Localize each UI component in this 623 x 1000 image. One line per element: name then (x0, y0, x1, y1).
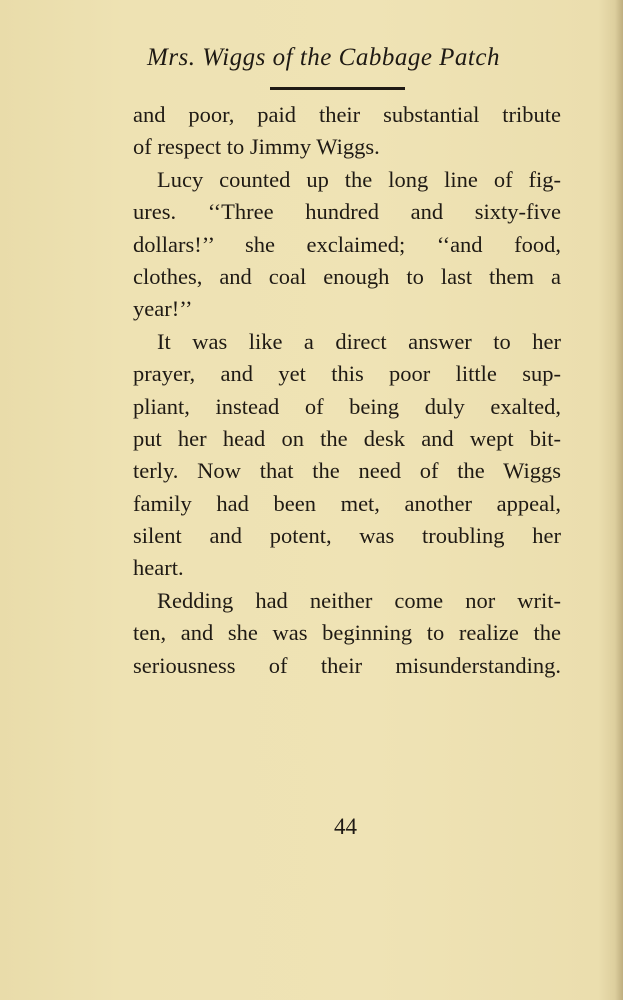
paragraph (133, 99, 561, 164)
text-line: ures. ‘‘Three hundred and sixty-five (133, 199, 561, 225)
body-text (133, 99, 561, 682)
paragraph (133, 164, 561, 326)
page-number: 44 (334, 814, 357, 839)
paragraph (133, 585, 561, 682)
text-line: put her head on the desk and wept bit- (133, 425, 561, 451)
paragraph (133, 326, 561, 585)
text-line: of respect to Jimmy Wiggs. (133, 134, 380, 160)
page-edge-shadow (615, 0, 623, 1000)
running-head: Mrs. Wiggs of the Cabbage Patch (147, 44, 500, 71)
text-line: dollars!’’ she exclaimed; ‘‘and food, (133, 231, 561, 257)
text-line: pliant, instead of being duly exalted, (133, 393, 561, 419)
text-line: heart. (133, 555, 184, 581)
text-line: Lucy counted up the long line of fig- (157, 166, 561, 192)
text-line: ten, and she was beginning to realize the (133, 620, 561, 646)
text-line: terly. Now that the need of the Wiggs (133, 458, 561, 484)
text-line: and poor, paid their substantial tribute (133, 102, 561, 127)
text-line: It was like a direct answer to her (157, 328, 561, 354)
text-line: silent and potent, was troubling her (133, 523, 561, 549)
text-line: clothes, and coal enough to last them a (133, 263, 561, 289)
text-line: Redding had neither come nor writ- (157, 587, 561, 613)
text-line: family had been met, another appeal, (133, 490, 561, 516)
header-rule (270, 87, 405, 90)
text-line: year!’’ (133, 296, 193, 322)
text-line: seriousness of their misunderstanding. (133, 652, 561, 678)
text-line: prayer, and yet this poor little sup- (133, 361, 561, 387)
